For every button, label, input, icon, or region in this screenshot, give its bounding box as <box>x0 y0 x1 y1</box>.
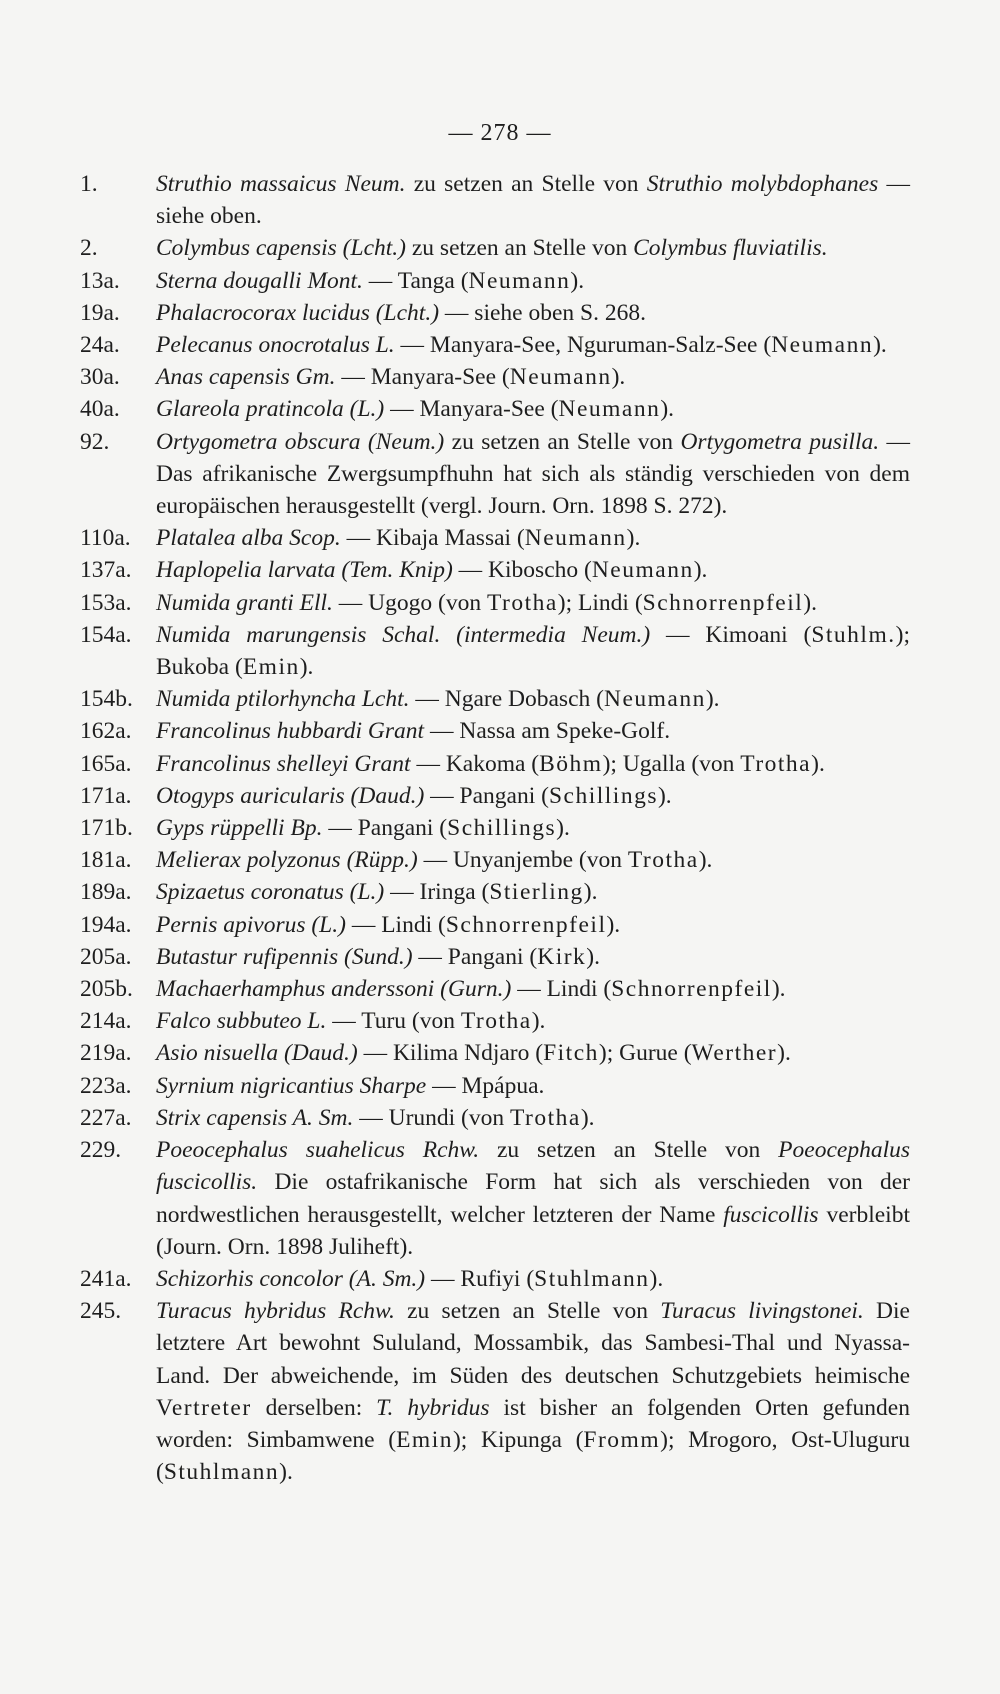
species-name: Poeocephalus suahelicus Rchw. <box>156 1137 480 1164</box>
entry-text-segment: — Manyara-See, Nguruman-Salz-See ( <box>394 332 772 359</box>
entry-number: 162a. <box>80 718 132 745</box>
entry-number: 241a. <box>80 1265 132 1292</box>
species-entry <box>80 522 910 554</box>
entry-text-segment: ). <box>693 557 708 584</box>
collector-name: Schillings <box>548 782 658 809</box>
species-entry <box>80 619 910 683</box>
species-name: Platalea alba Scop. <box>156 525 341 552</box>
entry-number: 92. <box>80 428 110 455</box>
species-name: Strix capensis A. Sm. <box>156 1104 354 1131</box>
entry-text-segment: — Kimoani ( <box>650 621 812 648</box>
entry-text-segment: Die ostafrikanische Form hat sich als verschieden von der nordwestlichen herausgestellt, welcher letzteren der Name <box>156 1169 910 1228</box>
entry-text-segment: ). <box>873 332 887 359</box>
entry-text-segment: — Kiboscho ( <box>452 557 592 584</box>
entry-text-segment: ). <box>777 1040 791 1067</box>
entry-text <box>156 941 910 973</box>
species-name: Glareola pratincola (L.) <box>156 396 385 423</box>
entry-text <box>156 297 910 329</box>
entry-number: 19a. <box>80 299 120 326</box>
species-name: Anas capensis Gm. <box>156 364 336 391</box>
species-name: Francolinus shelleyi Grant <box>156 750 411 777</box>
entry-text-segment: ). <box>705 686 720 713</box>
entry-text <box>156 361 910 393</box>
entry-text-segment: — Mpápua. <box>426 1072 545 1099</box>
collector-name: Trotha <box>740 750 812 777</box>
entry-number: 165a. <box>80 750 132 777</box>
entry-text-segment: ). <box>698 847 713 874</box>
species-name: Otogyps auricularis (Daud.) <box>156 782 425 809</box>
entry-text <box>156 715 910 747</box>
entry-number: 110a. <box>80 525 131 552</box>
entry-text <box>156 232 910 264</box>
entry-number: 214a. <box>80 1008 132 1035</box>
species-name: fuscicollis <box>723 1201 819 1228</box>
species-name: Struthio molybdophanes <box>646 171 879 197</box>
species-entry <box>80 1134 910 1263</box>
entry-text-segment: zu setzen an Stelle von <box>394 1298 661 1325</box>
species-entry <box>80 748 910 780</box>
species-name: Numida granti Ell. <box>156 589 333 616</box>
entry-number: 154b. <box>80 686 133 713</box>
entry-text-segment: — Iringa ( <box>384 879 490 906</box>
entry-text-segment: — Unyanjembe (von <box>417 847 628 874</box>
species-entry <box>80 780 910 812</box>
species-name: Struthio massaicus Neum. <box>156 171 406 197</box>
species-entry <box>80 1295 910 1488</box>
entry-text-segment: — Manyara-See ( <box>384 396 559 423</box>
collector-name: Stierling <box>489 879 584 906</box>
entry-number: 153a. <box>80 589 132 616</box>
entry-text-segment: — Kakoma ( <box>410 750 540 777</box>
species-entry <box>80 1070 910 1102</box>
species-entry <box>80 361 910 393</box>
entry-text-segment: — Manyara-See ( <box>335 364 510 391</box>
species-name: Francolinus hubbardi Grant <box>156 718 425 745</box>
entry-text <box>156 683 910 715</box>
entry-text <box>156 1263 910 1295</box>
entry-number: 137a. <box>80 557 132 584</box>
collector-name: Trotha <box>627 847 699 874</box>
entry-number: 24a. <box>80 332 120 359</box>
collector-name: Emin <box>396 1426 453 1453</box>
entry-text-segment: — Ugogo (von <box>332 589 487 616</box>
entry-text-segment: — Kilima Ndjaro ( <box>357 1040 544 1067</box>
species-entry <box>80 683 910 715</box>
entry-text <box>156 1070 910 1102</box>
species-entry <box>80 941 910 973</box>
species-name: Melierax polyzonus (Rüpp.) <box>156 847 418 874</box>
species-name: Poeocephalus fuscicollis. <box>156 1137 910 1196</box>
species-entry <box>80 297 910 329</box>
entry-text <box>156 587 910 619</box>
species-name: Schizorhis concolor (A. Sm.) <box>156 1265 426 1292</box>
entry-text-segment: ). <box>803 589 817 616</box>
entry-text-segment: ). <box>811 750 825 777</box>
entry-text <box>156 1102 910 1134</box>
collector-name: Fitch <box>543 1040 599 1067</box>
collector-name: Stuhlmann <box>163 1459 280 1486</box>
collector-name: Neumann <box>558 396 661 423</box>
collector-name: Schnorrenpfeil <box>445 911 607 938</box>
entry-number: 205b. <box>80 976 133 1003</box>
species-entry <box>80 1037 910 1069</box>
entry-text <box>156 554 910 586</box>
entry-text-segment: ). <box>626 525 641 552</box>
species-name: Falco subbuteo L. <box>156 1008 327 1035</box>
entry-text-segment: ). <box>611 364 626 391</box>
species-name: Syrnium nigricantius Sharpe <box>156 1072 427 1099</box>
entry-text-segment: ). <box>660 396 675 423</box>
species-name: Gyps rüppelli Bp. <box>156 815 323 842</box>
species-entry <box>80 812 910 844</box>
entry-text <box>156 168 910 232</box>
species-name: Colymbus fluviatilis. <box>633 235 828 262</box>
entry-text-segment: ). <box>657 782 672 809</box>
entry-text <box>156 522 910 554</box>
entry-text-segment: — Urundi (von <box>353 1104 510 1131</box>
entry-text-segment: ). <box>649 1265 664 1292</box>
collector-name: Vertreter <box>156 1394 252 1421</box>
species-entry <box>80 587 910 619</box>
entry-text <box>156 909 910 941</box>
entry-number: 13a. <box>80 267 120 294</box>
entry-number: 229. <box>80 1137 122 1164</box>
species-name: Asio nisuella (Daud.) <box>156 1040 358 1067</box>
entry-text-segment: zu setzen an Stelle von <box>444 428 681 455</box>
collector-name: Trotha <box>510 1104 581 1131</box>
entry-text <box>156 844 910 876</box>
collector-name: Fromm <box>583 1426 661 1453</box>
entry-number: 171a. <box>80 782 132 809</box>
species-entry <box>80 715 910 747</box>
species-name: Ortygometra pusilla. <box>680 428 880 455</box>
entry-text-segment: verbleibt (Journ. Orn. 1898 Juliheft). <box>156 1201 910 1260</box>
entry-number: 2. <box>80 235 98 262</box>
species-entry <box>80 909 910 941</box>
entry-text-segment: — Pangani ( <box>424 782 549 809</box>
species-entry <box>80 1263 910 1295</box>
entry-number: 181a. <box>80 847 132 874</box>
collector-name: Werther <box>691 1040 778 1067</box>
species-name: Butastur rufipennis (Sund.) <box>156 943 413 970</box>
species-name: Turacus livingstonei. <box>660 1298 864 1325</box>
entry-number: 205a. <box>80 943 132 970</box>
entry-text <box>156 1295 910 1488</box>
collector-name: Trotha <box>486 589 558 616</box>
species-name: Pernis apivorus (L.) <box>156 911 346 938</box>
entry-number: 227a. <box>80 1104 132 1131</box>
collector-name: Schnorrenpfeil <box>611 976 772 1003</box>
collector-name: Neumann <box>771 332 874 359</box>
entry-text-segment: ); Gurue ( <box>598 1040 692 1067</box>
entry-text <box>156 748 910 780</box>
entry-text-segment: — Nassa am Speke-Golf. <box>424 718 671 745</box>
entry-text-segment: — Kibaja Massai ( <box>340 525 525 552</box>
entry-text-segment: zu setzen an Stelle von <box>406 235 634 262</box>
entry-text-segment: ). <box>583 879 598 906</box>
entry-text-segment: ); Lindi ( <box>557 589 643 616</box>
entry-text-segment: ); Bukoba ( <box>156 621 910 681</box>
species-entry <box>80 1005 910 1037</box>
collector-name: Böhm <box>539 750 603 777</box>
collector-name: Kirk <box>537 943 587 970</box>
species-entry <box>80 426 910 523</box>
collector-name: Neumann <box>509 364 612 391</box>
species-name: Spizaetus coronatus (L.) <box>156 879 385 906</box>
species-name: Phalacrocorax lucidus (Lcht.) <box>156 299 440 326</box>
collector-name: Schnorrenpfeil <box>642 589 804 616</box>
entry-number: 223a. <box>80 1072 132 1099</box>
species-name: Ortygometra obscura (Neum.) <box>156 428 445 455</box>
species-entry <box>80 973 910 1005</box>
entry-text-segment: — Ngare Dobasch ( <box>409 686 604 713</box>
collector-name: Neumann <box>591 557 694 584</box>
entry-text-segment: ); Kipunga ( <box>452 1426 584 1453</box>
entry-text-segment: ). <box>771 976 786 1003</box>
entry-number: 30a. <box>80 364 120 391</box>
species-entry <box>80 329 910 361</box>
species-name: Numida ptilorhyncha Lcht. <box>156 686 410 713</box>
species-name: Haplopelia larvata (Tem. Knip) <box>156 557 453 584</box>
species-name: T. hybridus <box>376 1394 490 1421</box>
entry-text-segment: ). <box>606 911 621 938</box>
entry-text <box>156 812 910 844</box>
entry-text <box>156 393 910 425</box>
entry-text-segment: ist bisher an folgenden Orten gefunden worden: Simbamwene ( <box>156 1394 910 1453</box>
entry-number: 194a. <box>80 911 132 938</box>
entry-text-segment: — Pangani ( <box>412 943 538 970</box>
entry-text-segment: ); Ugalla (von <box>602 750 741 777</box>
entry-text-segment: — Tanga ( <box>362 267 469 294</box>
species-entry <box>80 232 910 264</box>
entry-text-segment: — siehe oben S. 268. <box>439 299 646 326</box>
collector-name: Schillings <box>447 815 557 842</box>
entry-text-segment: ). <box>299 654 314 681</box>
entry-text-segment: ). <box>580 1104 595 1131</box>
entry-number: 171b. <box>80 815 133 842</box>
entry-text-segment: ); Mrogoro, Ost-Uluguru ( <box>156 1426 910 1486</box>
entry-text <box>156 876 910 908</box>
species-name: Numida marungensis Schal. (intermedia Neum.) <box>156 621 651 648</box>
entry-text-segment: Die letztere Art bewohnt Sululand, Mossambik, das Sambesi-Thal und Nyassa-Land. Der abweichende, im Süden des deutschen Schutzgebiets heimische <box>156 1298 910 1389</box>
entry-text <box>156 426 910 523</box>
collector-name: Stuhlmann <box>534 1265 650 1292</box>
entry-text <box>156 329 910 361</box>
collector-name: Trotha <box>460 1008 532 1035</box>
collector-name: Neumann <box>603 686 706 713</box>
species-name: Machaerhamphus anderssoni (Gurn.) <box>156 976 512 1003</box>
species-entry <box>80 876 910 908</box>
species-name: Colymbus capensis (Lcht.) <box>156 235 406 262</box>
entry-text-segment: zu setzen an Stelle von <box>479 1137 779 1164</box>
entry-number: 154a. <box>80 621 132 648</box>
entry-text <box>156 1037 910 1069</box>
collector-name: Neumann <box>524 525 627 552</box>
species-entry <box>80 393 910 425</box>
entry-number: 1. <box>80 171 98 197</box>
collector-name: Stuhlm. <box>811 621 896 648</box>
entry-text-segment: zu setzen an Stelle von <box>405 171 647 197</box>
species-entry <box>80 844 910 876</box>
entry-number: 245. <box>80 1298 122 1325</box>
species-entry <box>80 168 910 232</box>
entry-text-segment: ). <box>556 815 570 842</box>
entry-text-segment: — Lindi ( <box>345 911 446 938</box>
page-number: — 278 — <box>448 120 552 146</box>
entry-text <box>156 1005 910 1037</box>
entry-number: 189a. <box>80 879 132 906</box>
entry-text <box>156 973 910 1005</box>
entry-text-segment: — Rufiyi ( <box>425 1265 535 1292</box>
entry-text-segment: derselben: <box>251 1394 377 1421</box>
collector-name: Neumann <box>468 267 571 294</box>
entry-text-segment: — Pangani ( <box>322 815 448 842</box>
entry-text-segment: ). <box>570 267 585 294</box>
collector-name: Emin <box>242 654 300 681</box>
entry-text <box>156 780 910 812</box>
entry-list <box>80 168 910 1488</box>
entry-text-segment: — Das afrikanische Zwergsumpfhuhn hat sich als ständig verschieden von dem europäischen herausgestellt (vergl. Journ. Orn. 1898 S. 272). <box>156 428 910 520</box>
entry-text-segment: ). <box>279 1459 293 1486</box>
species-name: Sterna dougalli Mont. <box>156 267 363 294</box>
entry-text-segment: — Lindi ( <box>511 976 612 1003</box>
species-name: Turacus hybridus Rchw. <box>156 1298 395 1325</box>
entry-text-segment: — Turu (von <box>326 1008 461 1035</box>
entry-text <box>156 265 910 297</box>
species-entry <box>80 1102 910 1134</box>
entry-text-segment: — siehe oben. <box>156 171 910 230</box>
entry-text-segment: ). <box>586 943 600 970</box>
entry-number: 40a. <box>80 396 120 423</box>
entry-number: 219a. <box>80 1040 132 1067</box>
entry-text <box>156 619 910 683</box>
species-name: Pelecanus onocrotalus L. <box>156 332 395 359</box>
entry-text-segment: ). <box>531 1008 546 1035</box>
species-entry <box>80 265 910 297</box>
entry-text <box>156 1134 910 1263</box>
species-entry <box>80 554 910 586</box>
